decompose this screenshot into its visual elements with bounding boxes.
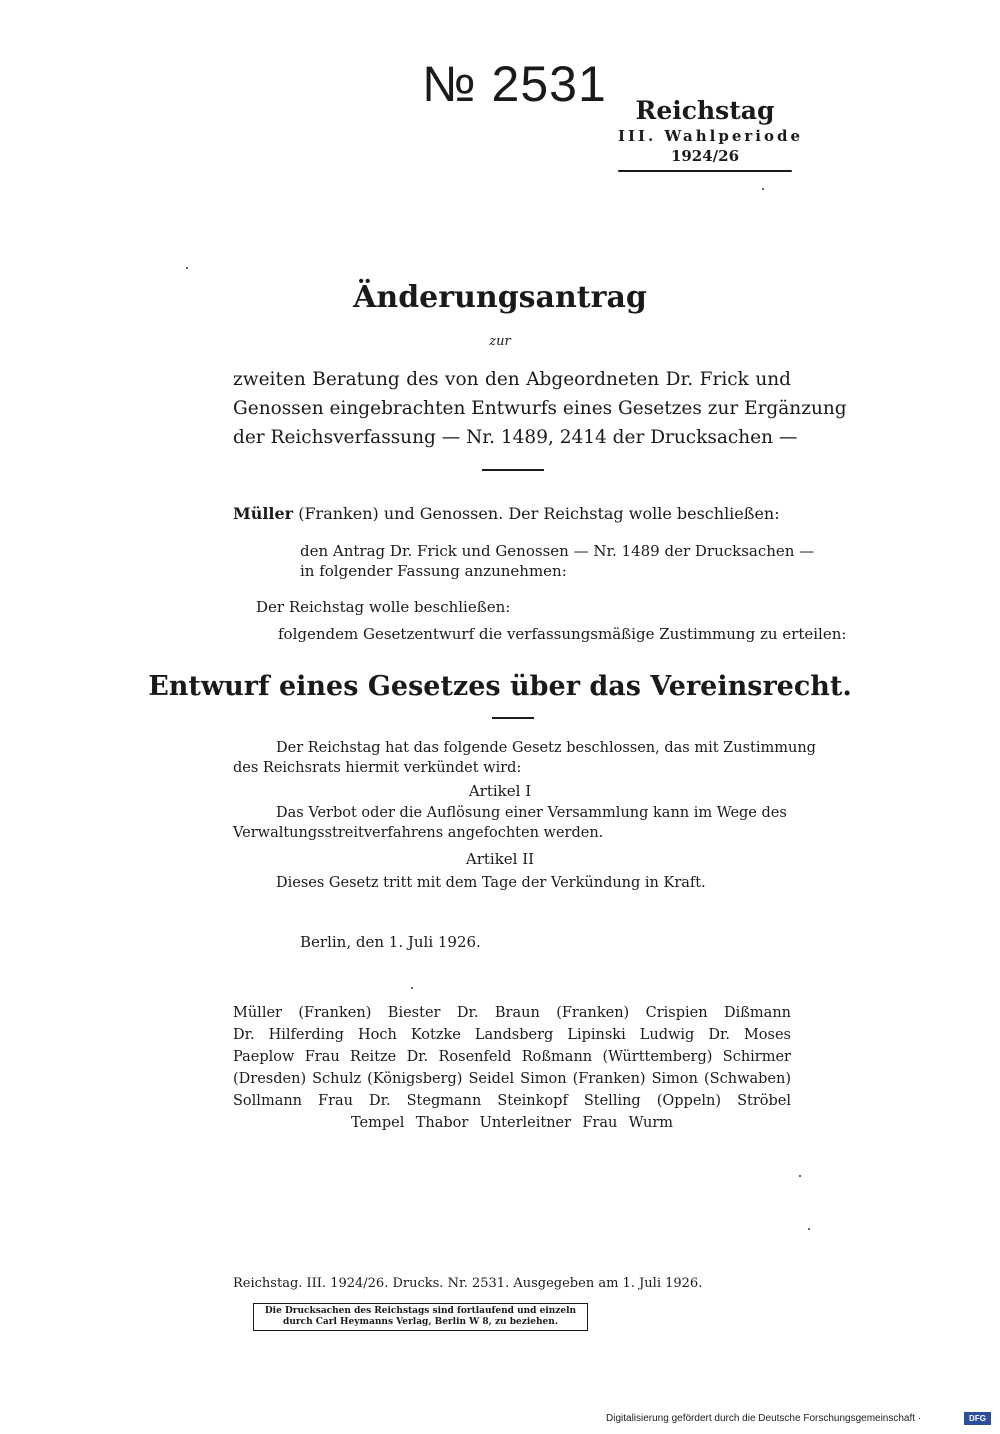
signatories-line: (Dresden) Schulz (Königsberg) Seidel Simon (Franken) Simon (Schwaben) <box>233 1071 791 1087</box>
motion-line: in folgender Fassung anzunehmen: <box>300 562 567 580</box>
signatories-line: Paeplow Frau Reitze Dr. Rosenfeld Roßmann (Württemberg) Schirmer <box>233 1049 791 1065</box>
section-divider <box>492 717 534 719</box>
main-title: Änderungsantrag <box>353 280 647 315</box>
resolution-line: Der Reichstag wolle beschließen: <box>256 598 511 616</box>
signatories-line: Dr. Hilferding Hoch Kotzke Landsberg Lipinski Ludwig Dr. Moses <box>233 1027 791 1043</box>
motion-intro-text: (Franken) und Genossen. Der Reichstag wolle beschließen: <box>293 504 780 523</box>
motion-line: den Antrag Dr. Frick und Genossen — Nr. 1489 der Drucksachen — <box>300 542 815 560</box>
scan-speck <box>799 1175 801 1177</box>
preamble-line: des Reichsrats hiermit verkündet wird: <box>233 760 522 776</box>
digitization-credit: Digitalisierung gefördert durch die Deutsche Forschungsgemeinschaft · <box>606 1413 922 1424</box>
law-draft-title: Entwurf eines Gesetzes über das Vereinsrecht. <box>148 671 852 702</box>
scan-speck <box>186 267 188 269</box>
reichstag-box <box>618 96 804 172</box>
document-number: № 2531 <box>422 56 607 112</box>
electoral-period: III. Wahlperiode <box>618 127 804 145</box>
subtitle-line: Genossen eingebrachten Entwurfs eines Gesetzes zur Ergänzung <box>233 398 847 419</box>
scan-speck <box>762 188 764 190</box>
consent-line: folgendem Gesetzentwurf die verfassungsmäßige Zustimmung zu erteilen: <box>278 625 847 643</box>
parliament-name: Reichstag <box>635 96 775 125</box>
scan-speck <box>411 987 413 989</box>
notice-line: Die Drucksachen des Reichstags sind fortlaufend und einzeln <box>264 1306 577 1316</box>
subtitle-line: zweiten Beratung des von den Abgeordneten Dr. Frick und <box>233 369 791 390</box>
proposer-name: Müller <box>233 504 294 523</box>
signatories-line: Tempel Thabor Unterleitner Frau Wurm <box>351 1115 673 1131</box>
print-footer: Reichstag. III. 1924/26. Drucks. Nr. 2531. Ausgegeben am 1. Juli 1926. <box>233 1276 703 1291</box>
article-heading: Artikel II <box>465 850 535 868</box>
title-connector: zur <box>489 334 511 349</box>
preamble-line: Der Reichstag hat das folgende Gesetz beschlossen, das mit Zustimmung <box>276 740 816 756</box>
place-and-date: Berlin, den 1. Juli 1926. <box>300 933 481 951</box>
notice-line: durch Carl Heymanns Verlag, Berlin W 8, zu beziehen. <box>283 1317 558 1327</box>
article-heading: Artikel I <box>468 782 532 800</box>
section-divider <box>482 469 544 471</box>
article-text-line: Das Verbot oder die Auflösung einer Versammlung kann im Wege des <box>276 805 787 821</box>
motion-intro <box>233 503 780 525</box>
scan-speck <box>808 1228 810 1230</box>
dfg-logo: DFG <box>964 1412 991 1425</box>
article-text-line: Dieses Gesetz tritt mit dem Tage der Verkündung in Kraft. <box>276 875 706 891</box>
distribution-notice <box>253 1303 588 1331</box>
box-underline <box>618 170 792 172</box>
signatories-line: Müller (Franken) Biester Dr. Braun (Franken) Crispien Dißmann <box>233 1005 791 1021</box>
signatories-line: Sollmann Frau Dr. Stegmann Steinkopf Stelling (Oppeln) Ströbel <box>233 1093 791 1109</box>
period-years: 1924/26 <box>670 147 740 165</box>
subtitle-line: der Reichsverfassung — Nr. 1489, 2414 der Drucksachen — <box>233 427 798 448</box>
article-text-line: Verwaltungsstreitverfahrens angefochten werden. <box>233 825 604 841</box>
